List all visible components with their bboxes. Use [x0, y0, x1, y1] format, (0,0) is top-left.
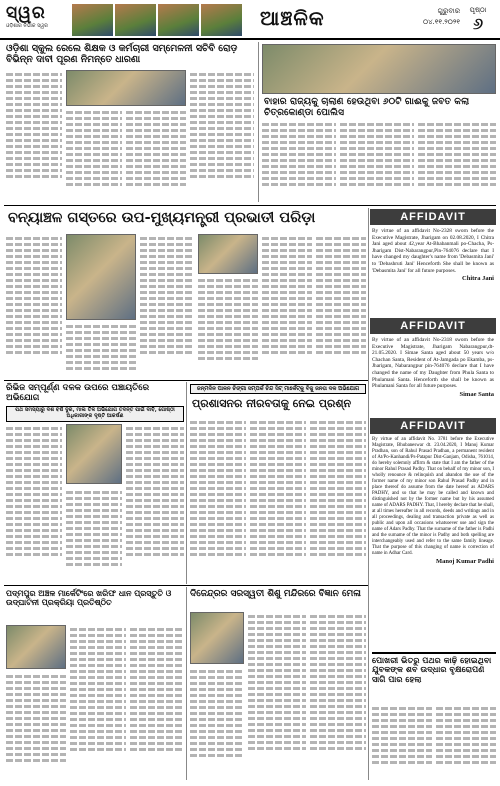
story-column: [66, 488, 122, 582]
page-number-box: [464, 6, 492, 33]
top-left-headline: ଓଡ଼ିଶା ସ୍କୁଲ ରେଲେ ଶିକ୍ଷକ ଓ କର୍ମଚାରୀ ସମ୍ମେଳନୀ ସଚିବି ରୋଡ଼ ବିଭିନ୍ନ ଦାବୀ ପୂରଣ ନିମନ୍ତେ ଧାରଣା: [6, 43, 238, 65]
cattle-photo: [262, 44, 496, 94]
story-column: [262, 234, 312, 378]
affidavit-notice: [370, 418, 496, 565]
minister-meeting-photo: [198, 234, 258, 274]
bottom-center-headline: ଦିଜେନ୍ଦ୍ରର ସରସ୍ୱତୀ ଶିଶୁ ମନ୍ଦିରରେ ବିଜ୍ଞାନ ମେଳା: [190, 589, 361, 599]
story-column: [418, 120, 496, 202]
affidavit-title: AFFIDAVIT: [370, 418, 496, 434]
story-column: [190, 418, 246, 582]
story-column: [130, 625, 184, 780]
minister-photo: [66, 234, 136, 320]
story-column: [66, 322, 136, 378]
newspaper-logo: [6, 3, 68, 37]
bottom-left-headline: ପଦ୍ମପୁର ଅଞ୍ଚଳ ମାର୍କେଟିଂରେ ଖରିଫ ଧାନ ପ୍ରସ୍ତୁତି ଓ ଉଦ୍‌ଘାଟନୀ ପ୍ରକ୍ରିୟା ପ୍ରତିଷ୍ଠିତ: [6, 589, 172, 608]
bottom-right-headline: ପୋଖରୀ ଭିତରୁ ପଥର କାଢ଼ି ହୋଇଥିବା ଯୁବକଙ୍କ ଶବ ଉଦ୍ଧାର ବୃକ୍ଷରୋପଣ ସାଗି ପାର ହେଲା: [372, 652, 496, 684]
header-photo: [158, 4, 199, 36]
top-right-headline: ବାହାର ରାଜ୍ୟକୁ ଚାଲାଣ ହେଉଥିବା ୬୦ଟି ଗାଈକୁ ଜବତ କଲା ଚିତ୍ରକୋଣ୍ଡା ପୋଲିସ: [264, 96, 470, 118]
page-number: ୬: [472, 14, 484, 33]
center-kicker: [190, 384, 366, 394]
story-column: [372, 704, 432, 780]
main-headline: ବନ୍ୟାଞ୍ଚଳ ଗସ୍ତରେ ଉପ-ମୁଖ୍ୟମନ୍ତ୍ରୀ ପ୍ରଭାତୀ ପରିଡ଼ା: [8, 210, 316, 226]
affidavit-title: AFFIDAVIT: [370, 318, 496, 334]
story-column: [126, 108, 186, 202]
protest-photo: [66, 70, 186, 106]
science-fair-photo: [190, 612, 244, 664]
affidavit-title: AFFIDAVIT: [370, 209, 496, 225]
center-kicker-text: ଜନ୍ମଦିନ ପାଳନ ଚିଙ୍ଗୀ ସମ୍ପର୍କ ଚିନ୍ଦ ସିଟ୍ ମାର୍କେଟ୍‌କୁ ବିଜୁ ଜନତା ଦଳ ଅଭିଯୋଗ: [196, 386, 360, 392]
story-column: [126, 424, 184, 582]
day-label: ଗୁରୁବାର: [437, 7, 460, 15]
left-sub-headline: ରିଭିଜ ସମ୍ପୂର୍ଣ୍ଣ ଦଳକ ଉପରେ ପଞ୍ଚାୟତିରେ ଅଭିଯୋଗ: [6, 383, 150, 403]
inauguration-photo: [6, 625, 66, 669]
affidavit-notice: [370, 209, 496, 282]
road-photo: [66, 424, 122, 484]
affidavit-notice: [370, 318, 496, 398]
dateline: [423, 6, 460, 28]
logo-text: ସ୍ୱର: [6, 3, 46, 23]
header-photo: [201, 4, 242, 36]
story-column: [6, 70, 62, 202]
story-column: [316, 234, 366, 378]
story-column: [190, 70, 254, 202]
story-column: [198, 276, 258, 378]
header-photo-strip: [72, 4, 242, 36]
affidavit-body: By virtue of an affidavit No-2328 sworn before the Executive Magistrate, Jharigam on 02.08.2020, I Chitra Jani aged about 42,year At-Bhabanmali po-Chacha, Ps-Jharigam Dist-Nabarangpur,Pin-764076 declare that I have changed my daughter's name from 'Debasmita Jani' to 'Debashruti Jani' Henceforth She shall be known as 'Debasmita Jani' for all future purposes.: [372, 228, 494, 274]
story-column: [6, 672, 66, 780]
story-column: [310, 612, 366, 780]
story-column: [190, 667, 244, 780]
story-column: [66, 108, 122, 202]
section-title: ଆଞ୍ଚଳିକ: [260, 6, 325, 30]
story-column: [340, 120, 414, 202]
story-column: [436, 704, 496, 780]
center-headline: ପ୍ରଶାସନର ନୀରବତାକୁ ନେଇ ପ୍ରଶ୍ନ: [192, 397, 352, 410]
affidavit-signature: Simae Santa: [459, 390, 494, 398]
story-column: [140, 234, 194, 378]
story-column: [250, 418, 306, 582]
affidavit-signature: Manoj Kumar Padhi: [435, 558, 494, 565]
left-sub-kicker: [6, 406, 184, 422]
header-photo: [72, 4, 113, 36]
story-column: [6, 234, 62, 378]
story-column: [310, 418, 366, 582]
affidavit-signature: Chitra Jani: [462, 275, 494, 283]
left-sub-kicker-text: ପଥ ସମସ୍ୟାରୁ ଦଶ ବର୍ଷ ଦୁର, ମାଲ ତିଳ ଅଭିଯୋଗ ତଦନ୍ତ ପାଇଁ ଦାବି, ଗୋଷ୍ଠୀ ଅଧିକାରୀଙ୍କ ଦୃଷ୍ଟି ଆକର୍ଷଣ: [15, 407, 175, 419]
affidavit-body: By virtue of an affidavit No. 3781 before the Executive Magistrate, Bhubaneswar dt. 23.04.2020, I Manoj Kumar Pradhan, son of Rahul Prasad Pradhan, a permanent resident of At/Po-Kanhandi/Ps-Patapur Dist-Ganjam, Odisha, 761014, do hereby solemnly affirm & state that I am the father of the minor Rahul Prasad Padhy. That on behalf of my minor son, I wholly renounce & relinquish and abandon the use of the former name of my minor son Rahul Prasad Padhy and in place thereof do assume from the date hereof as ADARS PADHY, and so that he may be called and known and distinguished not by the former name but by his assumed name of ADARS PADHY. That, I hereby declare that he shall, at all times hereafter in all records, deeds and writings and in all proceedings, dealing and transaction private as well as public and upon all occasions whatsoever use and sign the name of Adars Padhy. That the surname of the father is Padhi and the surname of the minor is Padhy and both spelling are interchangeably used and refer to the same family lineage. That the purpose of this changing of name is correction of name in Adhar Card.: [372, 437, 494, 556]
story-column: [70, 625, 126, 780]
masthead: [0, 0, 500, 40]
affidavit-body: By virtue of an affidavit No-2318 sworn before the Executive Magistrate, Jharigam Nabarangpur,dt-21.05.2020. I Simae Santa aged about 50 years w/o Chachan Santa, Resident of At-Jamgada po Ekamba, ps-Jharigam, Nabarangpur pin-764076 declare that I have changed the name of my Daughter from Phula Santa to Phulamani Santa. Henceforth she shall be known as Phulamani Santa for all future purposes.: [372, 337, 494, 390]
date-label: ୦୪.୧୧.୨୦୨୧: [423, 18, 460, 26]
logo-tagline: ଓଡ଼ିଶାର ନିର୍ଭୀକ ସ୍ୱର: [6, 23, 48, 29]
page-label: ପୃଷ୍ଠା: [469, 6, 487, 14]
story-column: [262, 120, 336, 202]
story-column: [248, 612, 306, 780]
story-column: [6, 424, 62, 582]
header-photo: [115, 4, 156, 36]
